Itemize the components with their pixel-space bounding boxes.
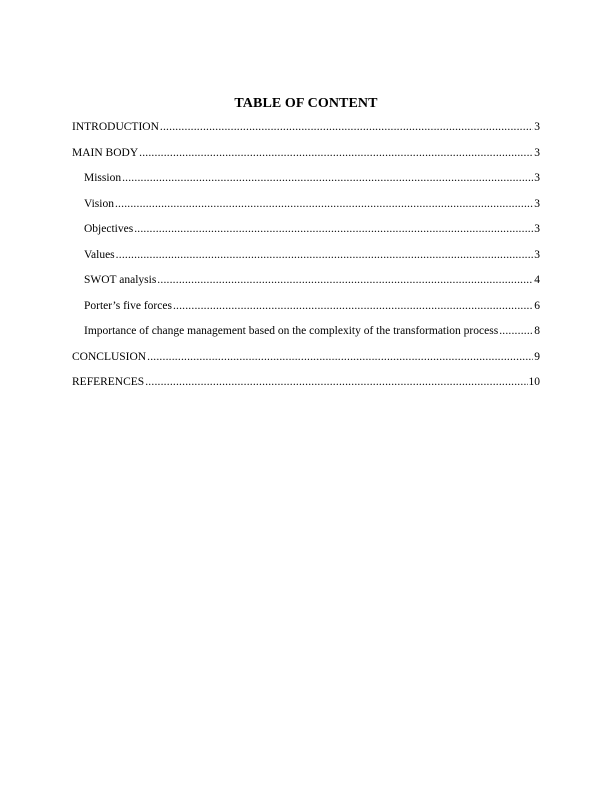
toc-entry-porters-five-forces[interactable] — [72, 298, 540, 324]
toc-dot-leader — [173, 298, 533, 314]
toc-page-number: 6 — [534, 299, 540, 312]
toc-page-number: 3 — [534, 172, 540, 184]
toc-dot-leader — [147, 349, 533, 365]
toc-dot-leader — [157, 272, 533, 288]
toc-page-number: 4 — [534, 274, 540, 286]
toc-page-number: 3 — [534, 121, 540, 133]
toc-dot-leader — [160, 119, 533, 135]
toc-entry-label: SWOT analysis — [84, 274, 157, 286]
toc-dot-leader — [122, 170, 533, 186]
toc-page-number: 9 — [534, 350, 540, 363]
toc-entry-label: Mission — [84, 172, 122, 184]
toc-page-number: 3 — [534, 146, 540, 159]
toc-entry-swot-analysis[interactable] — [72, 272, 540, 298]
toc-page-number: 3 — [534, 248, 540, 261]
toc-entry-introduction[interactable] — [72, 119, 540, 145]
toc-entry-change-management[interactable] — [72, 323, 540, 349]
toc-page-number: 3 — [534, 197, 540, 210]
toc-entry-label: Values — [84, 248, 115, 261]
toc-dot-leader — [139, 145, 533, 161]
toc-page-number: 3 — [534, 223, 540, 235]
toc-dot-leader — [115, 196, 533, 212]
toc-entry-vision[interactable] — [72, 196, 540, 222]
toc-dot-leader — [499, 323, 533, 339]
toc-page-number: 10 — [528, 376, 540, 388]
toc-dot-leader — [116, 247, 534, 263]
toc-entry-label: Vision — [84, 197, 114, 210]
toc-entry-main-body[interactable] — [72, 145, 540, 171]
toc-entry-values[interactable] — [72, 247, 540, 273]
toc-list — [72, 119, 540, 400]
toc-entry-label: Importance of change management based on the complexity of the transformation process — [84, 325, 499, 337]
toc-dot-leader — [145, 374, 527, 390]
toc-entry-label: INTRODUCTION — [72, 121, 159, 133]
toc-entry-label: Objectives — [84, 223, 134, 235]
toc-entry-label: MAIN BODY — [72, 146, 139, 159]
toc-entry-label: Porter’s five forces — [84, 299, 172, 312]
toc-entry-objectives[interactable] — [72, 221, 540, 247]
toc-entry-mission[interactable] — [72, 170, 540, 196]
toc-page-number: 8 — [534, 325, 540, 337]
toc-entry-label: REFERENCES — [72, 376, 145, 388]
toc-entry-label: CONCLUSION — [72, 350, 147, 363]
toc-title: TABLE OF CONTENT — [234, 96, 378, 111]
toc-dot-leader — [134, 221, 533, 237]
toc-entry-conclusion[interactable] — [72, 349, 540, 375]
toc-entry-references[interactable] — [72, 374, 540, 400]
